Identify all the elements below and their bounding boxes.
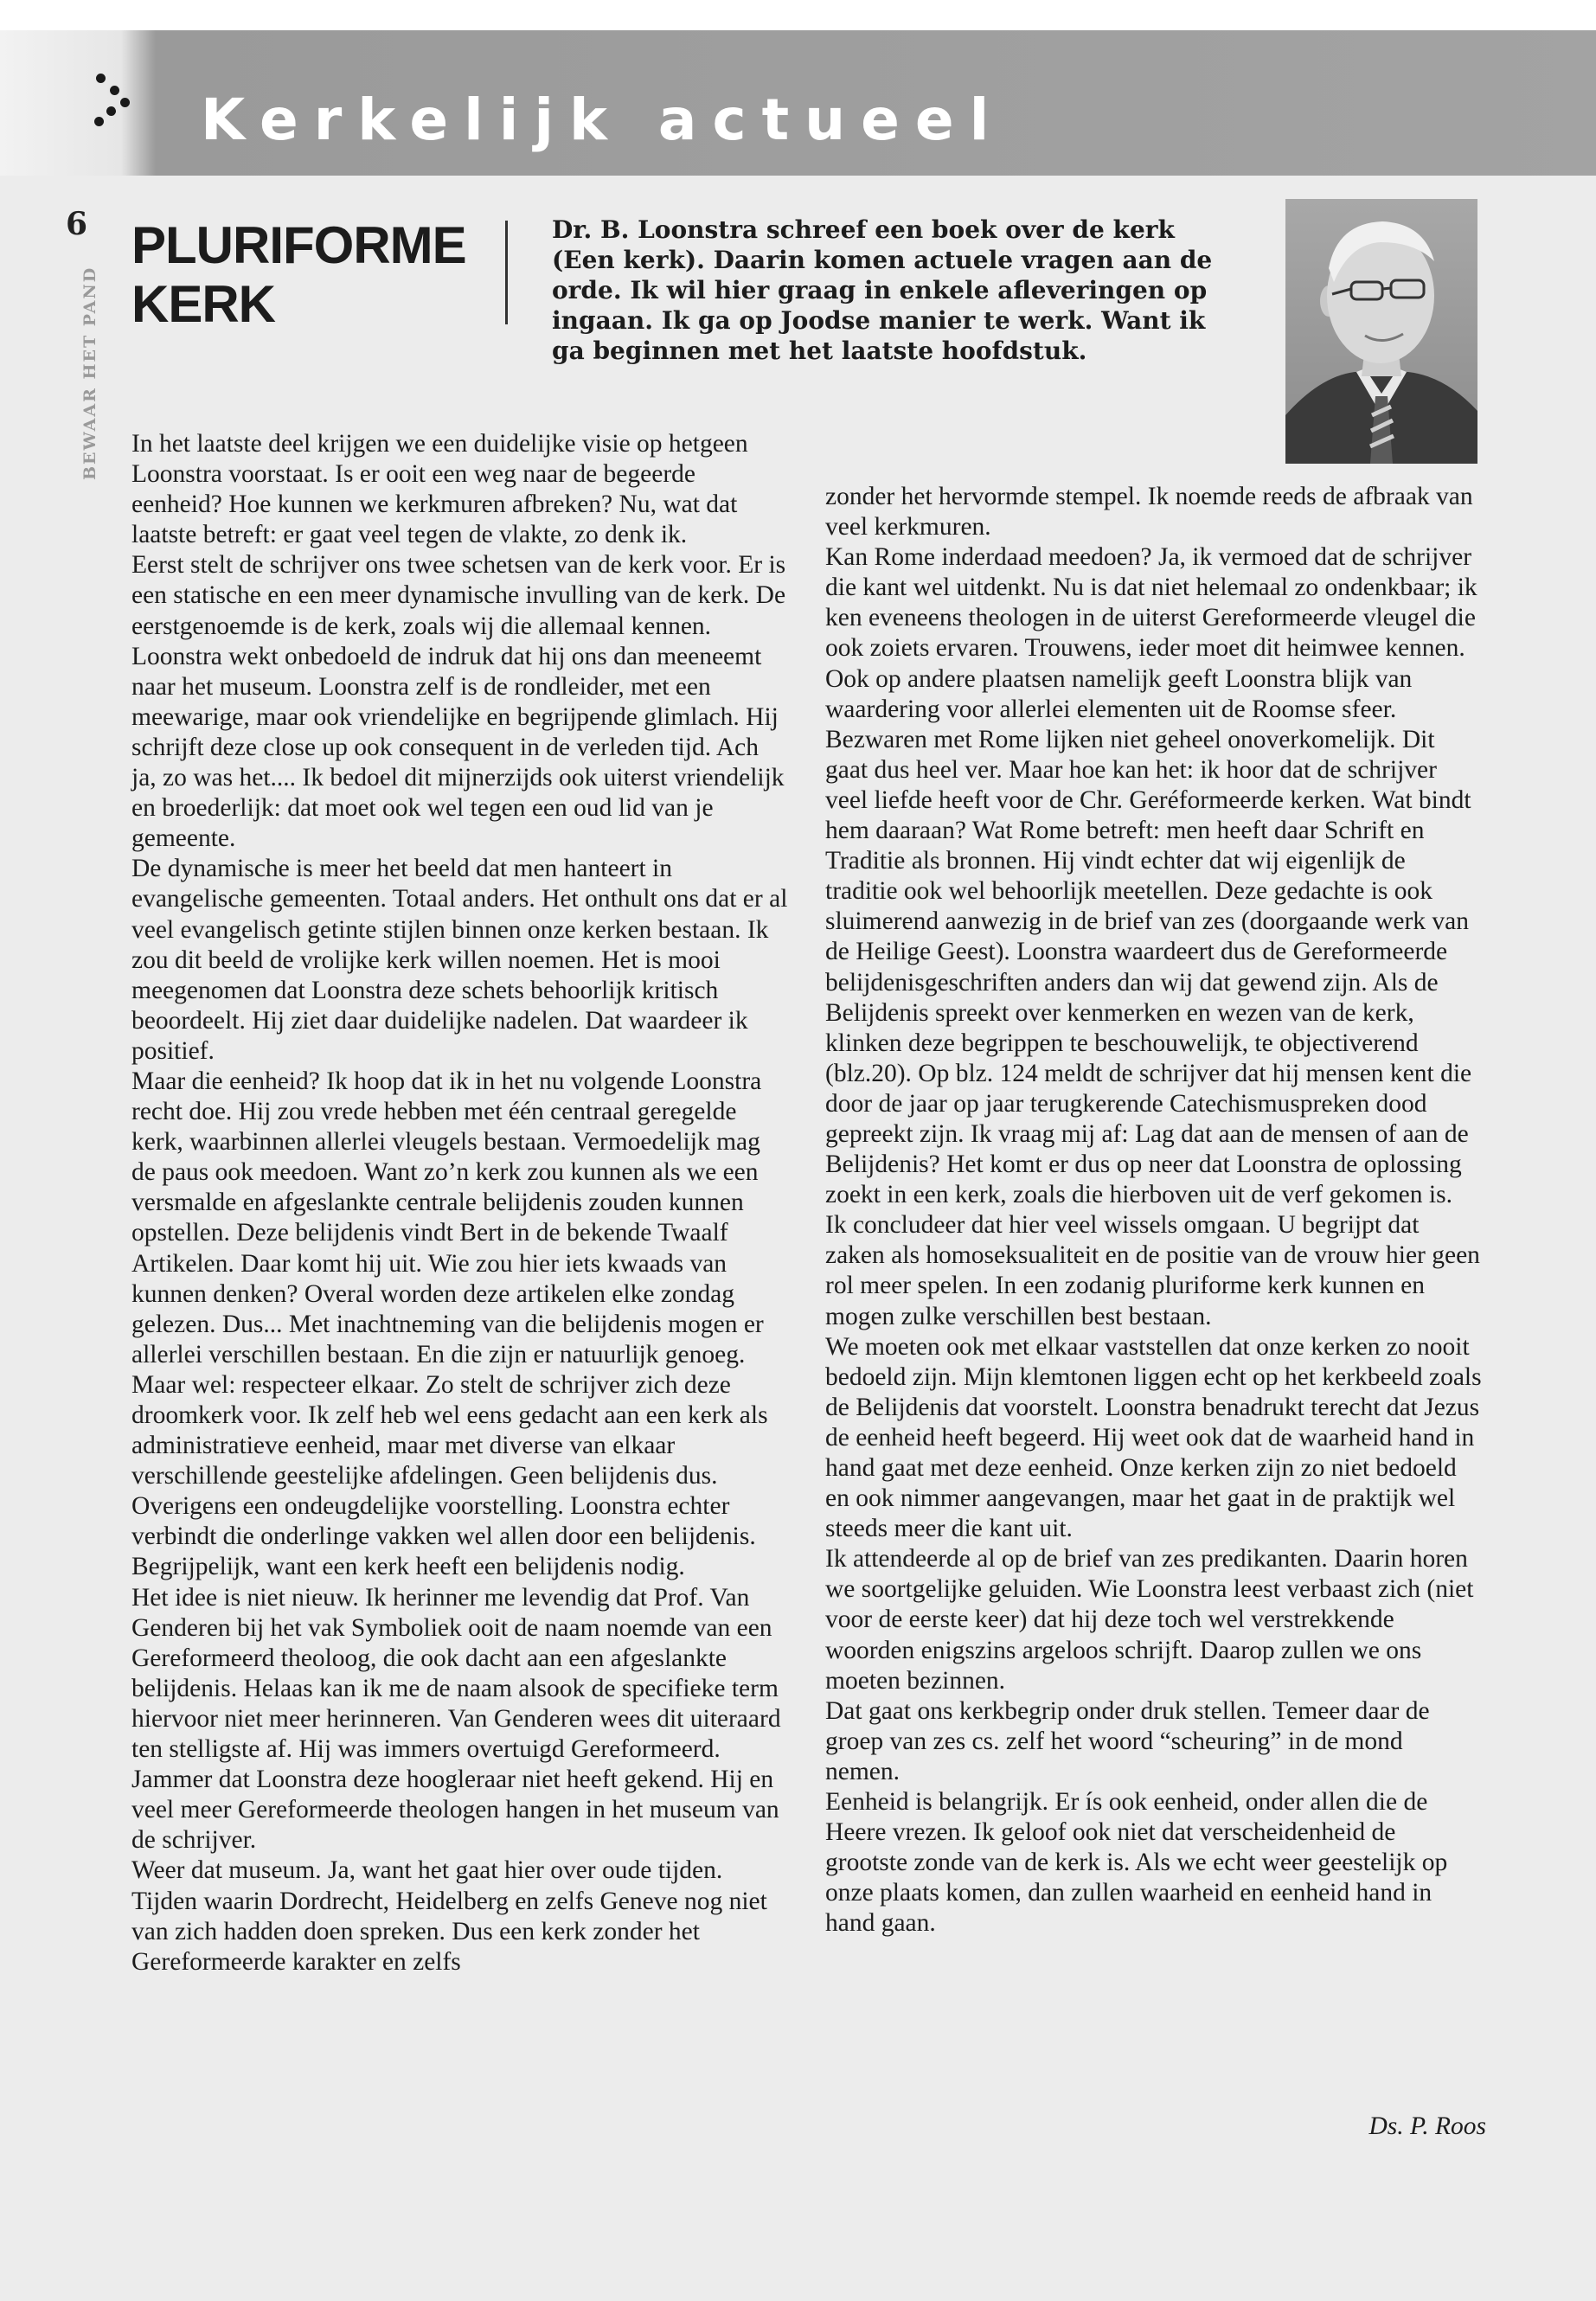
title-divider <box>505 221 508 324</box>
paragraph: Eerst stelt de schrijver ons twee schetsen van de kerk voor. Er is een statische en een meer dynamische invulling van de kerk. De eerstgenoemde is de kerk, zoals wij die allemaal kennen. Loonstra wekt onbedoeld de indruk dat hij ons dan meeneemt naar het museum. Loonstra zelf is de rondleider, met een meewarige, maar ook vriendelijke en begrijpende glimlach. Hij schrijft deze close up ook consequent in de verleden tijd. Ach ja, zo was het.... Ik bedoel dit mijnerzijds ook uiterst vriendelijk en broederlijk: dat moet ook wel tegen een oud lid van je gemeente. <box>131 551 786 853</box>
paragraph: De dynamische is meer het beeld dat men hanteert in evangelische gemeenten. Totaal anders. Het onthult ons dat er al veel evangelisch getinte stijlen binnen onze kerken bestaan. Ik zou dit beeld de vrolijke kerk willen noemen. Het is mooi meegenomen dat Loonstra deze schets behoorlijk kritisch beoordeelt. Hij ziet daar duidelijke nadelen. Dat waardeer ik positief. <box>131 855 788 1065</box>
paragraph: We moeten ook met elkaar vaststellen dat onze kerken zo nooit bedoeld zijn. Mijn klemtonen liggen echt op het kerkbeeld zoals de Belijdenis dat voorstelt. Loonstra benadrukt terecht dat Jezus de eenheid heeft begeerd. Hij weet ook dat de waarheid hand in hand gaat met deze eenheid. Onze kerken zijn zo niet bedoeld en ook nimmer aangevangen, maar het gaat in de praktijk wel steeds meer die kant uit. <box>825 1332 1482 1543</box>
portrait-icon <box>1285 199 1477 464</box>
paragraph: Kan Rome inderdaad meedoen? Ja, ik vermoed dat de schrijver die kant wel uitdenkt. Nu is dat niet helemaal zo ondenkbaar; ik ken eveneens theologen in de uiterst Gereformeerde vleugel die ook zoiets ervaren. Trouwens, ieder moet dit heimwee kennen. Ook op andere plaatsen namelijk geeft Loonstra blijk van waardering voor allerlei elementen uit de Roomse sfeer. Bezwaren met Rome lijken niet geheel onoverkomelijk. Dit gaat dus heel ver. Maar hoe kan het: ik hoor dat de schrijver veel liefde heeft voor de Chr. Geréformeerde kerken. Wat bindt hem daaraan? Wat Rome betreft: men heeft daar Schrift en Traditie als bronnen. Hij vindt echter dat wij eigenlijk de traditie ook wel behoorlijk meetellen. Deze gedachte is ook sluimerend aanwezig in de brief van zes (doorgaande werk van de Heilige Geest). Loonstra waardeert dus de Gereformeerde belijdenisgeschriften anders dan wij dat gewend zijn. Als de Belijdenis spreekt over kenmerken en wezen van de kerk, klinken deze begrippen te beschouwelijk, te objectiverend (blz.20). Op blz. 124 meldt de schrijver dat hij mensen kent die door de jaar op jaar terugkerende Catechismuspreken dood gepreekt zijn. Ik vraag mij af: Lag dat aan de mensen of aan de Belijdenis? Het komt er dus op neer dat Loonstra de oplossing zoekt in een kerk, zoals die hierboven uit de verf gekomen is. <box>825 543 1477 1209</box>
paragraph: In het laatste deel krijgen we een duidelijke visie op hetgeen Loonstra voorstaat. Is er ooit een weg naar de begeerde eenheid? Hoe kunnen we kerkmuren afbreken? Nu, wat dat laatste betreft: er gaat veel tegen de vlakte, zo denk ik. <box>131 430 748 549</box>
dots-logo-icon <box>91 72 134 132</box>
article-title: PLURIFORME KERK <box>131 216 466 333</box>
article-column-right <box>825 482 1483 1939</box>
paragraph: Dat gaat ons kerkbegrip onder druk stellen. Temeer daar de groep van zes cs. zelf het woord “scheuring” in de mond nemen. <box>825 1696 1430 1785</box>
section-title: Kerkelijk actueel <box>201 87 1005 153</box>
side-label: BEWAAR HET PAND <box>80 266 99 480</box>
paragraph: Weer dat museum. Ja, want het gaat hier over oude tijden. Tijden waarin Dordrecht, Heidelberg en zelfs Geneve nog niet van zich hadden doen spreken. Dus een kerk zonder het Gereformeerde karakter en zelfs <box>131 1856 767 1976</box>
article-intro: Dr. B. Loonstra schreef een boek over de kerk (Een kerk). Daarin komen actuele vragen aan de orde. Ik wil hier graag in enkele afleveringen op ingaan. Ik ga op Joodse manier te werk. Want ik ga beginnen met het laatste hoofdstuk. <box>552 215 1213 365</box>
paragraph: zonder het hervormde stempel. Ik noemde reeds de afbraak van veel kerkmuren. <box>825 483 1473 542</box>
paragraph: Maar die eenheid? Ik hoop dat ik in het nu volgende Loonstra recht doe. Hij zou vrede hebben met één centraal geregelde kerk, waarbinnen allerlei vleugels bestaan. Vermoedelijk mag de paus ook meedoen. Want zo’n kerk zou kunnen als we een versmalde en afgeslankte centrale belijdenis zouden kunnen opstellen. Deze belijdenis vindt Bert in de bekende Twaalf Artikelen. Daar komt hij uit. Wie zou hier iets kwaads van kunnen denken? Overal worden deze artikelen elke zondag gelezen. Dus... Met inachtneming van die belijdenis mogen er allerlei verschillen bestaan. En die zijn er natuurlijk genoeg. Maar wel: respecteer elkaar. Zo stelt de schrijver zich deze droomkerk voor. Ik zelf heb wel eens gedacht aan een kerk als administratieve eenheid, maar met diverse van elkaar verschillende geestelijke afdelingen. Geen belijdenis dus. Overigens een ondeugdelijke voorstelling. Loonstra echter verbindt die onderlinge vakken wel allen door een belijdenis. Begrijpelijk, want een kerk heeft een belijdenis nodig. <box>131 1067 768 1581</box>
page-number: 6 <box>66 206 88 242</box>
paragraph: Ik attendeerde al op de brief van zes predikanten. Daarin horen we soortgelijke geluiden. Wie Loonstra leest verbaast zich (niet voor de eerste keer) dat hij deze toch wel verstrekkende woorden enigszins argeloos schrijft. Daarop zullen we ons moeten bezinnen. <box>825 1545 1474 1695</box>
article-column-left <box>131 429 789 1977</box>
author-signature: Ds. P. Roos <box>1368 2112 1486 2140</box>
top-margin <box>0 0 1596 30</box>
author-photo <box>1285 199 1477 464</box>
paragraph: Ik concludeer dat hier veel wissels omgaan. U begrijpt dat zaken als homoseksualiteit en de positie van de vrouw hier geen rol meer spelen. In een zodanig pluriforme kerk kunnen en mogen zulke verschillen best bestaan. <box>825 1211 1480 1330</box>
paragraph: Eenheid is belangrijk. Er ís ook eenheid, onder allen die de Heere vrezen. Ik geloof ook niet dat verscheidenheid de grootste zonde van de kerk is. Als we echt weer geestelijk op onze plaats komen, dan zullen waarheid en eenheid hand in hand gaan. <box>825 1788 1448 1938</box>
paragraph: Het idee is niet nieuw. Ik herinner me levendig dat Prof. Van Genderen bij het vak Symboliek ooit de naam noemde van een Gereformeerd theoloog, die ook dacht aan een afgeslankte belijdenis. Helaas kan ik me de naam alsook de specifieke term hiervoor niet meer herinneren. Van Genderen wees dit uiteraard ten stelligste af. Hij was immers overtuigd Gereformeerd. Jammer dat Loonstra deze hoogleraar niet heeft gekend. Hij en veel meer Gereformeerde theologen hangen in het museum van de schrijver. <box>131 1583 781 1855</box>
